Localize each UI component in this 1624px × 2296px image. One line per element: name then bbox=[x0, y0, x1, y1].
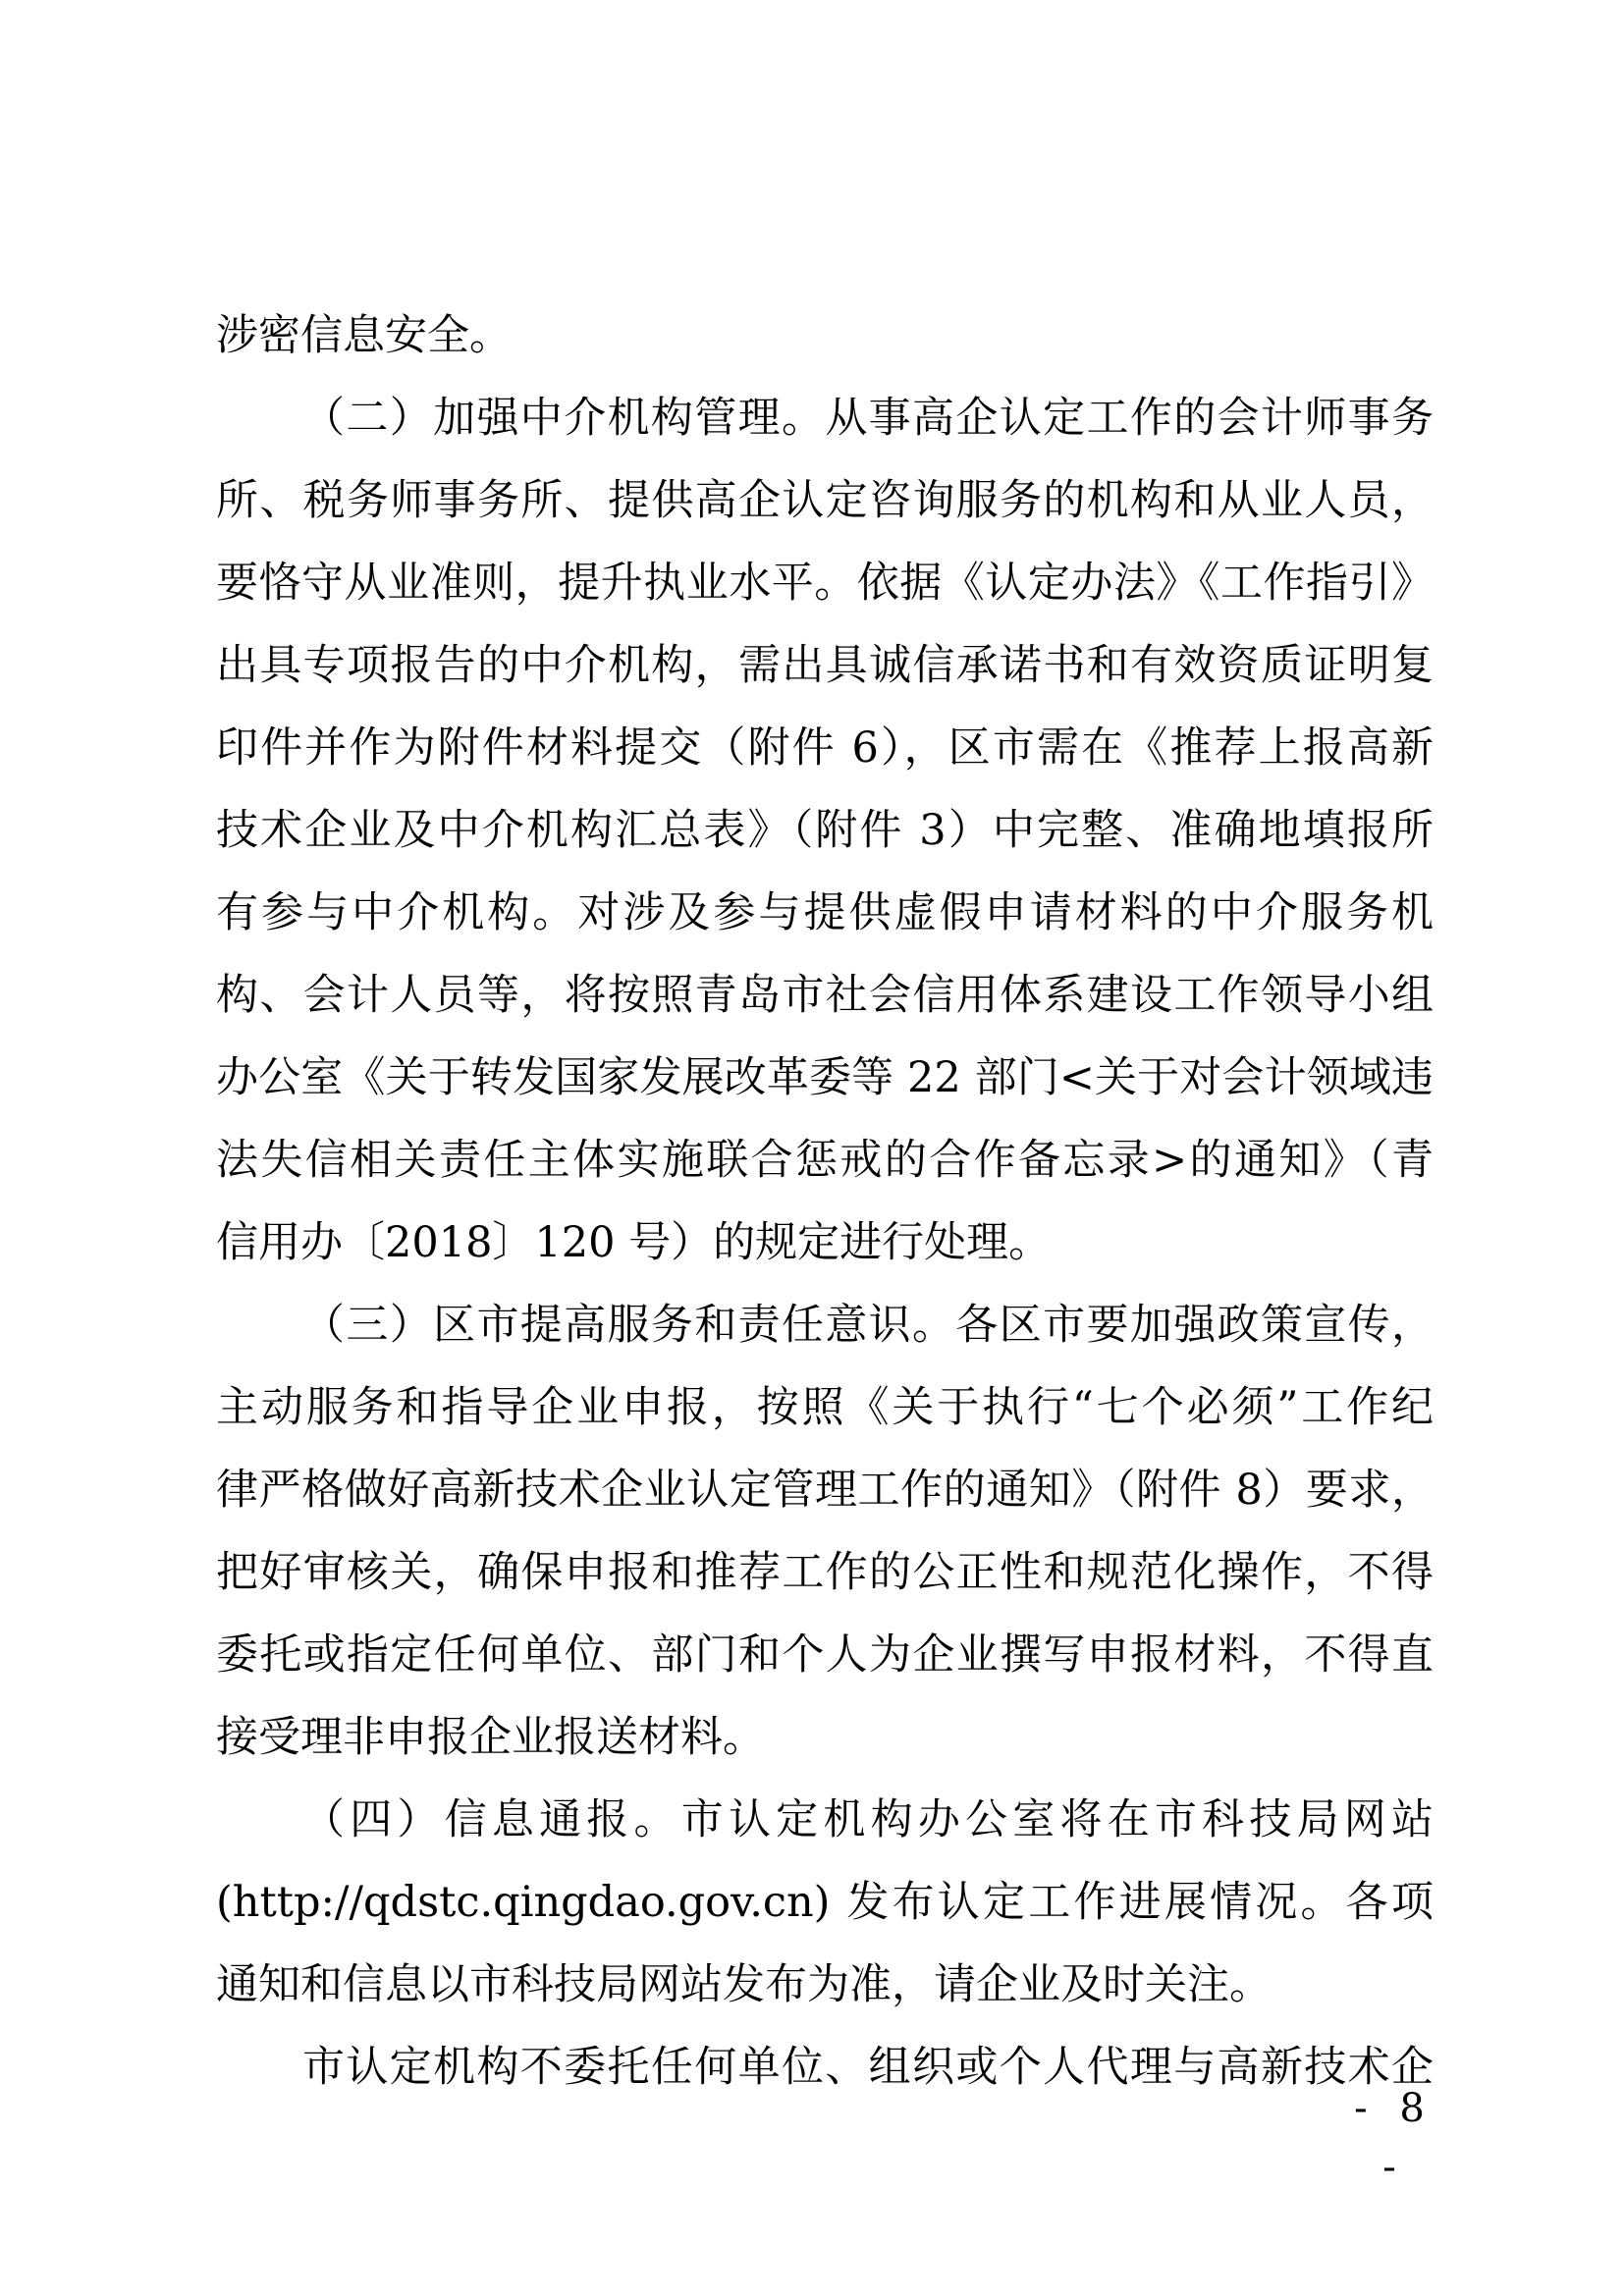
text-line-19: （四）信息通报。市认定机构办公室将在市科技局网站 bbox=[302, 1795, 1434, 1844]
text-line-11: 法失信相关责任主体实施联合惩戒的合作备忘录>的通知》（青 bbox=[216, 1136, 1434, 1185]
text-line-8: 有参与中介机构。对涉及参与提供虚假申请材料的中介服务机 bbox=[216, 888, 1434, 937]
text-line-17: 委托或指定任何单位、部门和个人为企业撰写申报材料，不得直 bbox=[216, 1630, 1434, 1680]
text-line-12: 信用办〔2018〕120 号）的规定进行处理。 bbox=[216, 1218, 1052, 1267]
page-number: - 8 - bbox=[1354, 2086, 1435, 2190]
text-line-7: 技术企业及中介机构汇总表》（附件 3）中完整、准确地填报所 bbox=[216, 806, 1434, 855]
text-line-4: 要恪守从业准则，提升执业水平。依据《认定办法》《工作指引》 bbox=[216, 559, 1434, 608]
text-line-16: 把好审核关，确保申报和推荐工作的公正性和规范化操作，不得 bbox=[216, 1548, 1434, 1597]
text-line-20: (http://qdstc.qingdao.gov.cn) 发布认定工作进展情况。各项 bbox=[216, 1878, 1434, 1927]
text-line-18: 接受理非申报企业报送材料。 bbox=[216, 1713, 765, 1762]
text-line-10: 办公室《关于转发国家发展改革委等 22 部门<关于对会计领域违 bbox=[216, 1053, 1434, 1102]
text-line-21: 通知和信息以市科技局网站发布为准，请企业及时关注。 bbox=[216, 1960, 1272, 2009]
text-line-14: 主动服务和指导企业申报，按照《关于执行“七个必须”工作纪 bbox=[216, 1383, 1434, 1432]
text-line-15: 律严格做好高新技术企业认定管理工作的通知》（附件 8）要求， bbox=[216, 1466, 1434, 1515]
text-line-22: 市认定机构不委托任何单位、组织或个人代理与高新技术企 bbox=[302, 2043, 1434, 2092]
text-line-2: （二）加强中介机构管理。从事高企认定工作的会计师事务 bbox=[302, 394, 1434, 443]
text-line-9: 构、会计人员等，将按照青岛市社会信用体系建设工作领导小组 bbox=[216, 971, 1434, 1020]
text-line-5: 出具专项报告的中介机构，需出具诚信承诺书和有效资质证明复 bbox=[216, 641, 1434, 690]
text-line-1: 涉密信息安全。 bbox=[216, 311, 512, 360]
text-line-6: 印件并作为附件材料提交（附件 6），区市需在《推荐上报高新 bbox=[216, 723, 1434, 773]
text-line-13: （三）区市提高服务和责任意识。各区市要加强政策宣传， bbox=[302, 1301, 1434, 1350]
text-line-3: 所、税务师事务所、提供高企认定咨询服务的机构和从业人员， bbox=[216, 476, 1434, 525]
